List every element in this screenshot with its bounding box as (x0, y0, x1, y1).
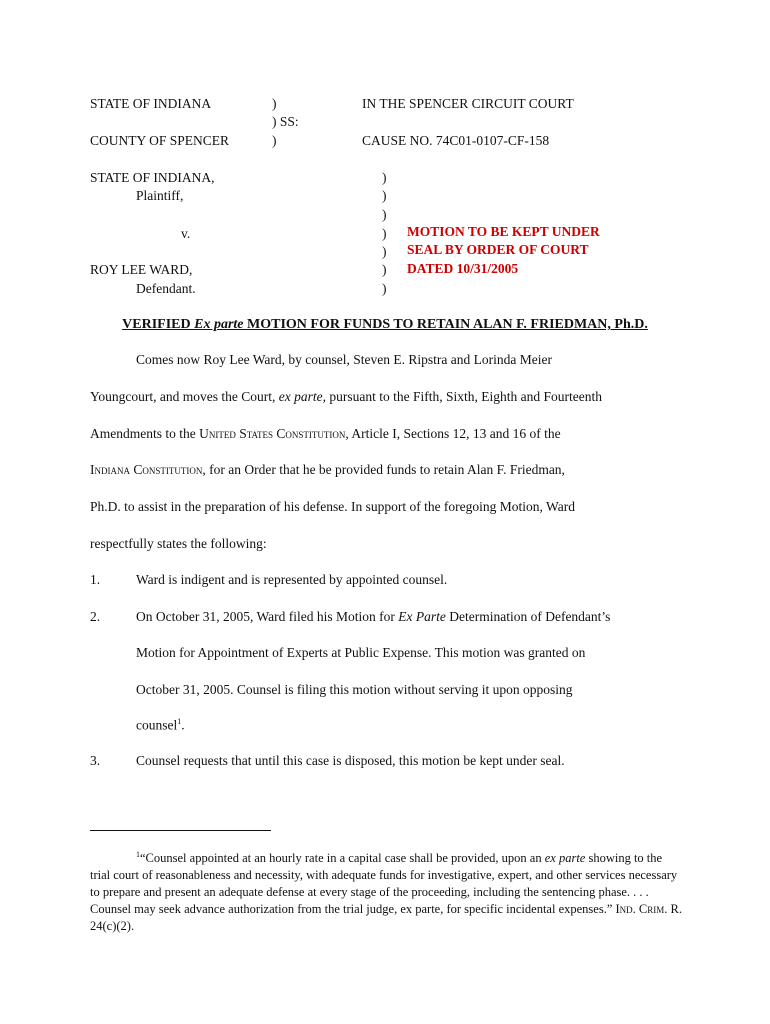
ss-label: ) SS: (272, 114, 299, 129)
defendant-name: ROY LEE WARD, (90, 262, 193, 277)
seal-notice-line: SEAL BY ORDER OF COURT (407, 242, 589, 257)
footnote: $^1$“Counsel appointed at an hourly rate in a capital case shall be provided, upon an ex parte showing to the trial court of reasonableness and necessity, with adequate funds for investigative, expert, and other services necessary to prepare and present an adequate defense at every stage of the proceeding, including the sentencing phase. . . . Counsel may seek advance authorization from the trial judge, ex parte, for specific incidental expenses.” Ind. Crim. R. 24(c)(2). (90, 850, 682, 934)
item-number: 3. (90, 753, 101, 768)
defendant-role: Defendant. (136, 281, 196, 296)
item-number: 2. (90, 609, 101, 624)
item-text: Ward is indigent and is represented by appointed counsel. (136, 572, 448, 587)
caption-paren: ) (382, 226, 387, 241)
versus-label: v. (181, 226, 191, 241)
intro-line: Youngcourt, and moves the Court, ex parte, pursuant to the Fifth, Sixth, Eighth and Fourteenth (90, 389, 602, 404)
caption-paren: ) (382, 281, 387, 296)
footnote-ref[interactable]: 1 (177, 717, 182, 726)
intro-line: Indiana Constitution, for an Order that he be provided funds to retain Alan F. Friedman, (90, 462, 565, 477)
item-number: 1. (90, 572, 101, 587)
title-part: VERIFIED (122, 317, 195, 332)
caption-paren: ) (382, 262, 387, 277)
court-name: IN THE SPENCER CIRCUIT COURT (362, 96, 574, 111)
item-text: On October 31, 2005, Ward filed his Motion for Ex Parte Determination of Defendant’s (136, 609, 611, 624)
intro-line: Amendments to the United States Constitution, Article I, Sections 12, 13 and 16 of the (90, 426, 561, 441)
intro-line: respectfully states the following: (90, 536, 267, 551)
cause-number: CAUSE NO. 74C01-0107-CF-158 (362, 133, 550, 148)
plaintiff-role: Plaintiff, (136, 188, 184, 203)
footnote-divider (90, 830, 271, 831)
caption-paren: ) (382, 188, 387, 203)
county-label: COUNTY OF SPENCER (90, 133, 230, 148)
title-part: MOTION FOR FUNDS TO RETAIN ALAN F. FRIEDMAN, Ph.D. (243, 317, 648, 332)
caption-paren: ) (382, 207, 387, 222)
state-label: STATE OF INDIANA (90, 96, 212, 111)
item-text: Motion for Appointment of Experts at Public Expense. This motion was granted on (136, 645, 586, 660)
intro-line: Comes now Roy Lee Ward, by counsel, Steven E. Ripstra and Lorinda Meier (136, 352, 552, 367)
motion-title (0, 317, 770, 333)
caption-paren: ) (272, 96, 277, 111)
item-text: October 31, 2005. Counsel is filing this motion without serving it upon opposing (136, 682, 573, 697)
caption-paren: ) (272, 133, 277, 148)
item-text: counsel$^1$. (136, 717, 185, 733)
seal-notice-line: MOTION TO BE KEPT UNDER (407, 224, 600, 239)
caption-paren: ) (382, 170, 387, 185)
title-italic: Ex parte (194, 317, 244, 332)
seal-notice-line: DATED 10/31/2005 (407, 261, 519, 276)
item-text: Counsel requests that until this case is disposed, this motion be kept under seal. (136, 753, 565, 768)
intro-line: Ph.D. to assist in the preparation of his defense. In support of the foregoing Motion, Ward (90, 499, 575, 514)
plaintiff-name: STATE OF INDIANA, (90, 170, 215, 185)
caption-paren: ) (382, 244, 387, 259)
